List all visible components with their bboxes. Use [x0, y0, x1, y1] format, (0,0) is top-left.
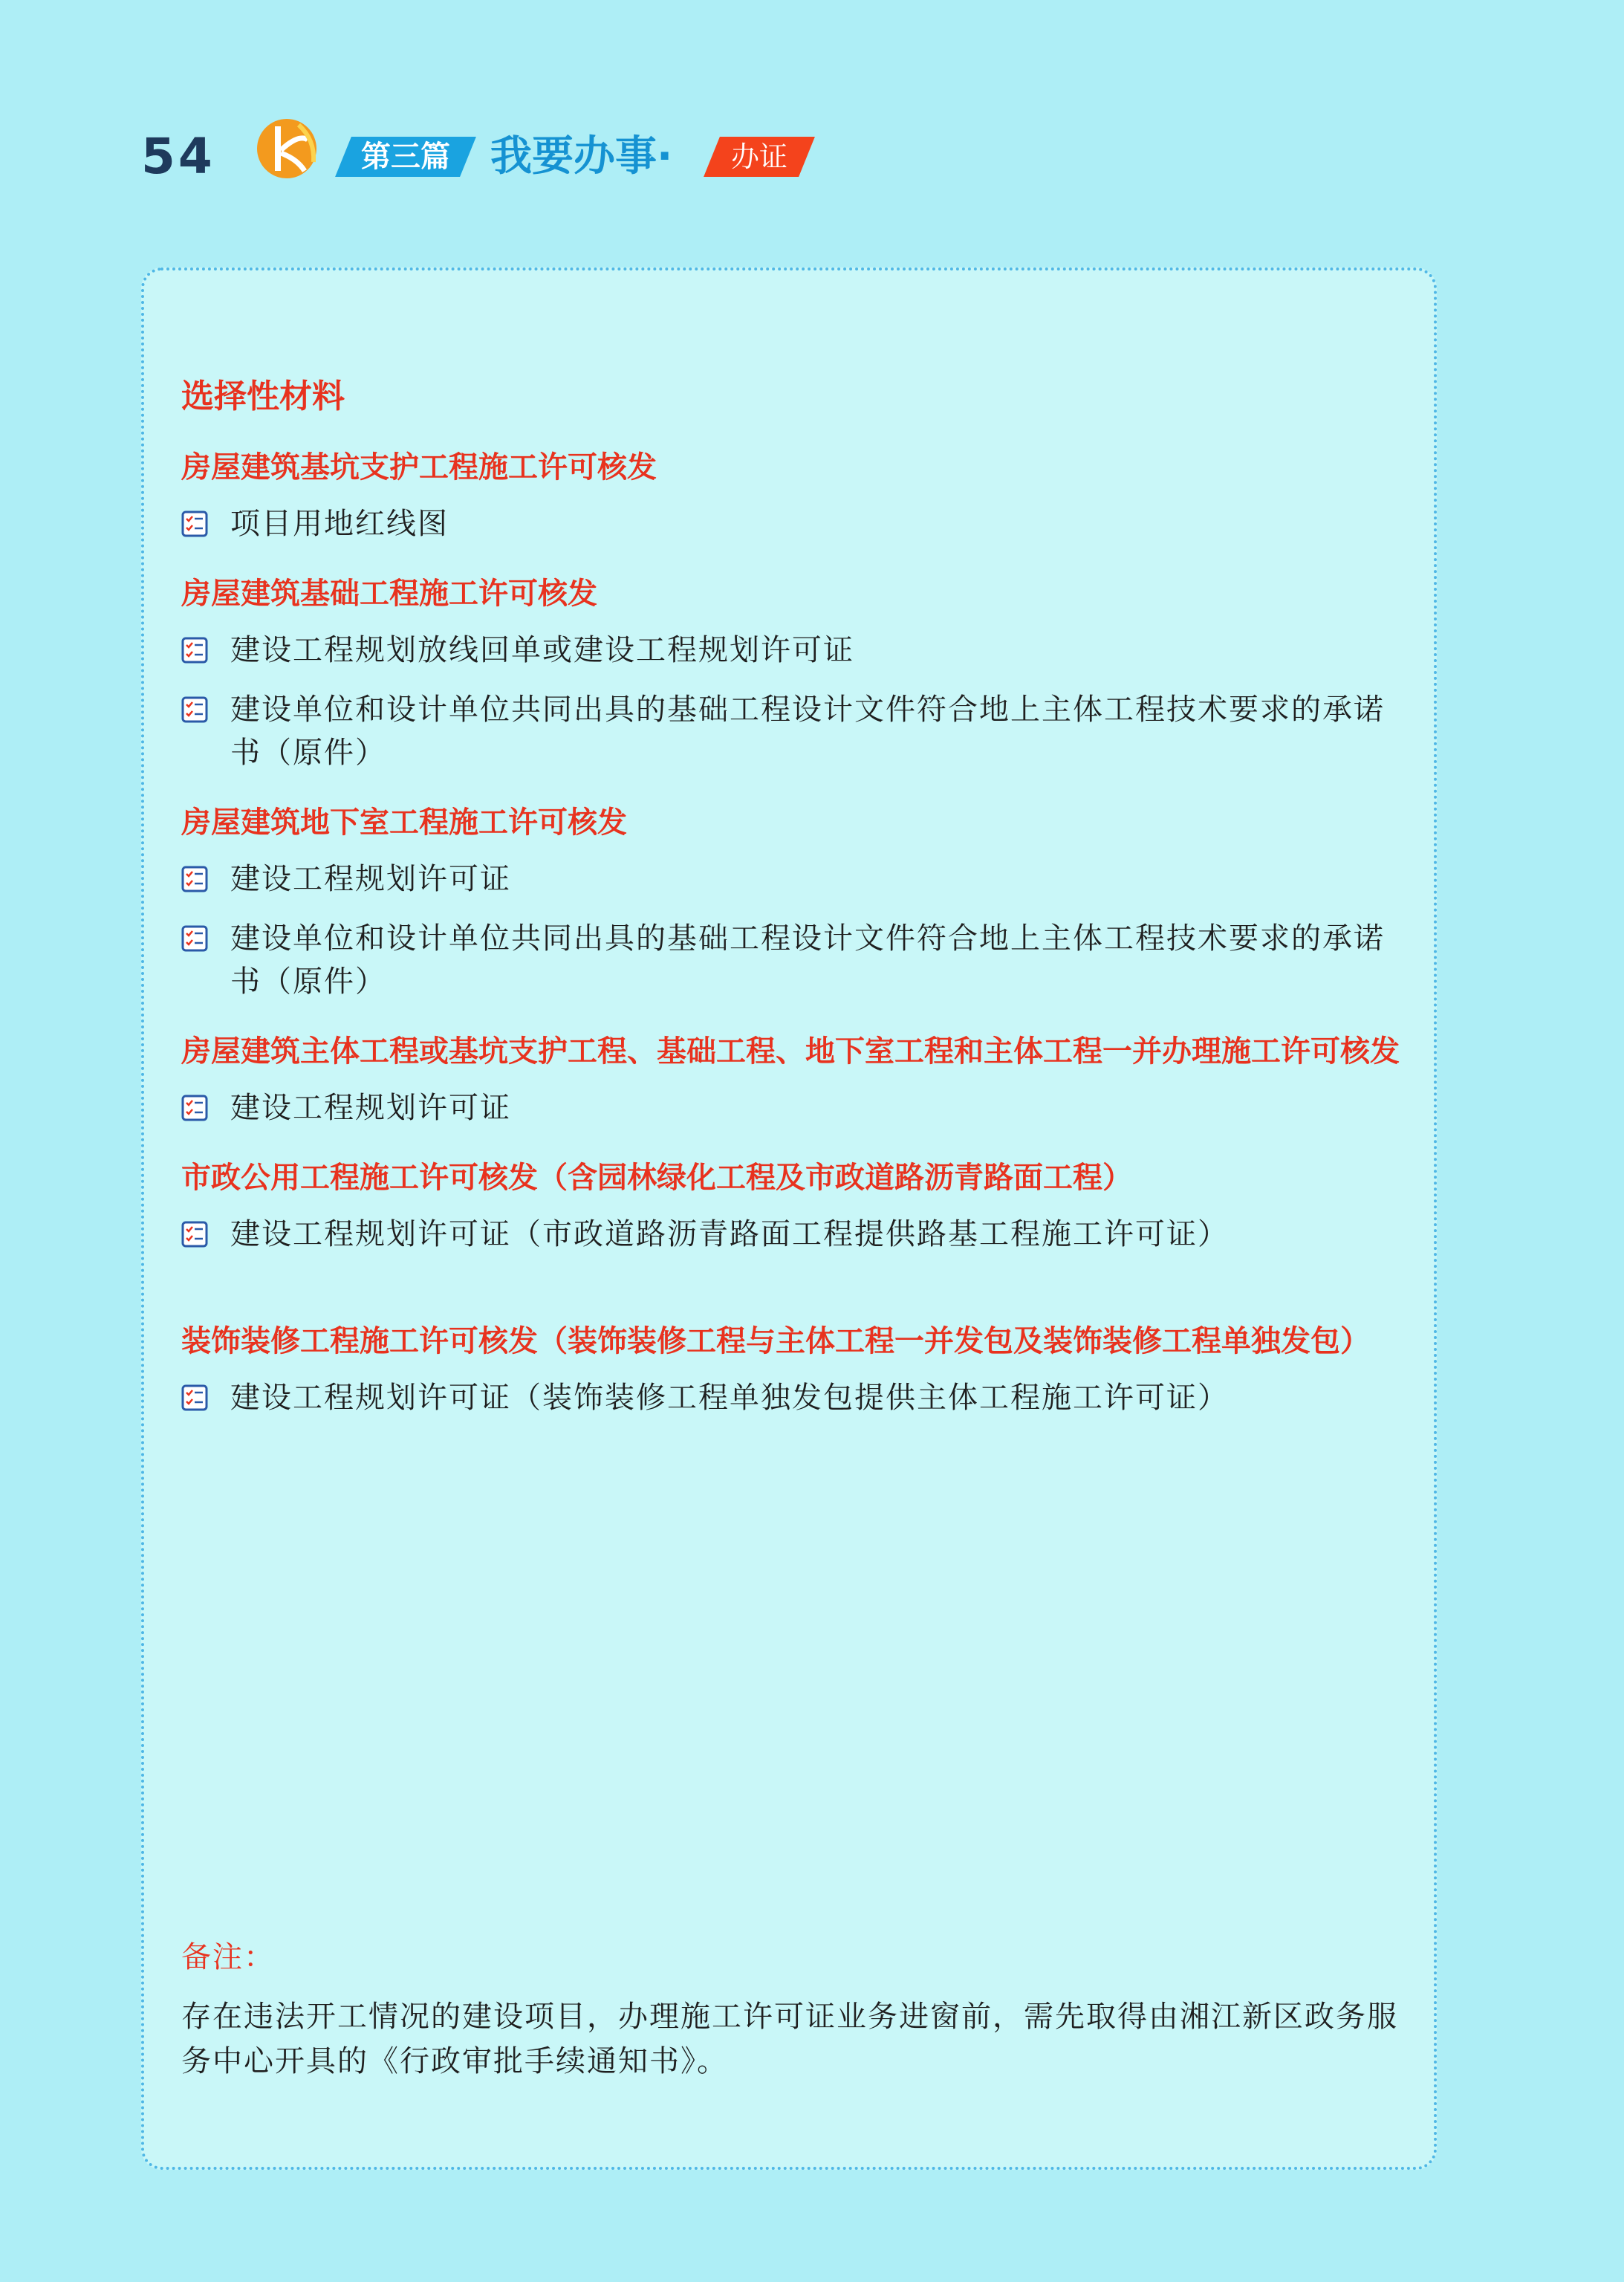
- checklist-icon: [181, 1384, 208, 1411]
- sub-section-tag: [704, 137, 815, 177]
- list-item-text: 建设工程规划放线回单或建设工程规划许可证: [230, 633, 854, 667]
- group-title: 装饰装修工程施工许可核发（装饰装修工程与主体工程一并发包及装饰装修工程单独发包）: [181, 1323, 1370, 1358]
- orange-circle-logo-icon: [256, 117, 318, 180]
- material-list: [181, 1213, 1407, 1256]
- list-item-text: 建设工程规划许可证（市政道路沥青路面工程提供路基工程施工许可证）: [230, 1217, 1229, 1251]
- material-group: [181, 572, 1407, 774]
- list-item-text: 项目用地红线图: [230, 507, 449, 541]
- list-item: [181, 917, 1407, 1003]
- note-text: 存在违法开工情况的建设项目，办理施工许可证业务进窗前，需先取得由湘江新区政务服务中心开具的《行政审批手续通知书》。: [181, 2000, 1398, 2078]
- list-item: [181, 1376, 1407, 1419]
- material-group: [181, 801, 1407, 1003]
- material-list: [181, 629, 1407, 774]
- materials-content: [181, 375, 1407, 1436]
- list-item-text: 建设工程规划许可证: [230, 1091, 511, 1125]
- list-item-text: 建设工程规划许可证（装饰装修工程单独发包提供主体工程施工许可证）: [230, 1381, 1229, 1415]
- section-tag: [335, 137, 476, 177]
- checklist-icon: [181, 925, 208, 952]
- checklist-icon: [181, 510, 208, 537]
- material-group: [181, 1030, 1407, 1129]
- group-title: 房屋建筑主体工程或基坑支护工程、基础工程、地下室工程和主体工程一并办理施工许可核发: [181, 1034, 1400, 1069]
- page-number: 54: [141, 128, 215, 185]
- group-title: 房屋建筑地下室工程施工许可核发: [181, 805, 627, 840]
- section-title: 我要办事·: [490, 132, 673, 181]
- group-title: 房屋建筑基础工程施工许可核发: [181, 576, 597, 611]
- checklist-icon: [181, 1221, 208, 1248]
- material-group: [181, 1156, 1407, 1256]
- checklist-icon: [181, 637, 208, 664]
- list-item-text: 建设单位和设计单位共同出具的基础工程设计文件符合地上主体工程技术要求的承诺书（原件）: [230, 693, 1385, 770]
- material-group: [181, 1320, 1407, 1419]
- material-list: [181, 1086, 1407, 1129]
- materials-title: 选择性材料: [181, 377, 345, 415]
- list-item: [181, 629, 1407, 672]
- checklist-icon: [181, 696, 208, 723]
- list-item: [181, 858, 1407, 901]
- checklist-icon: [181, 1095, 208, 1121]
- material-group: [181, 446, 1407, 545]
- material-list: [181, 502, 1407, 545]
- materials-panel: [141, 268, 1437, 2170]
- list-item-text: 建设单位和设计单位共同出具的基础工程设计文件符合地上主体工程技术要求的承诺书（原件）: [230, 921, 1385, 999]
- list-item: [181, 502, 1407, 545]
- group-title: 市政公用工程施工许可核发（含园林绿化工程及市政道路沥青路面工程）: [181, 1160, 1132, 1195]
- list-item: [181, 1213, 1407, 1256]
- page-header: [141, 111, 1553, 208]
- sub-section-tag-label: 办证: [730, 140, 787, 173]
- list-item: [181, 688, 1407, 774]
- section-tag-label: 第三篇: [361, 140, 450, 174]
- list-item-text: 建设工程规划许可证: [230, 862, 511, 896]
- material-list: [181, 1376, 1407, 1419]
- note-label: 备注：: [181, 1940, 275, 1974]
- note-section: [181, 1935, 1407, 2084]
- group-title: 房屋建筑基坑支护工程施工许可核发: [181, 450, 657, 484]
- checklist-icon: [181, 866, 208, 892]
- material-list: [181, 858, 1407, 1003]
- list-item: [181, 1086, 1407, 1129]
